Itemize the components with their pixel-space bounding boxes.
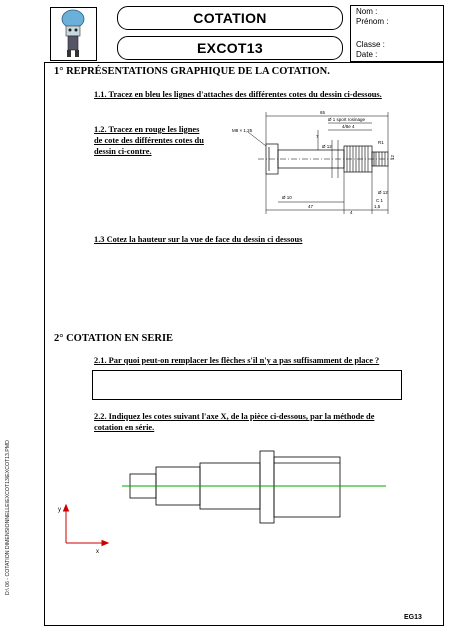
date-label: Date : — [356, 50, 378, 59]
dim-label-6: Ø 12 — [322, 144, 332, 149]
page-number: EG13 — [404, 614, 422, 621]
question-1-3: 1.3 Cotez la hauteur sur la vue de face du dessin ci dessous — [94, 235, 303, 244]
dim-label-10: 4 — [350, 210, 353, 215]
dim-label-9: 47 — [308, 204, 314, 209]
shaft-drawing-2 — [58, 445, 398, 557]
file-path-text: D:\ 06 - COTATION DIMENSIONNELLE\EXCOT13\EXCOT13.PMD — [5, 440, 11, 595]
robot-mascot-logo — [51, 8, 96, 60]
logo-frame — [50, 7, 97, 61]
exercise-code: EXCOT13 — [197, 40, 263, 56]
dim-label-13: C 1 — [376, 198, 384, 203]
dim-label-5: 7 — [316, 134, 319, 139]
question-2-1: 2.1. Par quoi peut-on remplacer les flèches s'il n'y a pas suffisamment de place ? — [94, 356, 380, 365]
title-box — [117, 6, 343, 30]
document-title: COTATION — [193, 10, 267, 26]
dim-label-4: M8 × 1,25 — [232, 128, 253, 133]
section2-heading: 2° COTATION EN SERIE — [54, 333, 174, 344]
classe-label: Classe : — [356, 40, 385, 49]
dim-label-8: 12 — [390, 154, 395, 160]
dim-label-3: 4/8e 4 — [342, 124, 355, 129]
prenom-label: Prénom : — [356, 17, 389, 26]
dim-label-1: 65 — [320, 110, 326, 115]
dim-label-2: Ø 1 sport rosinage — [328, 117, 366, 122]
dim-label-12: R1 — [378, 140, 384, 145]
code-box — [117, 36, 343, 60]
axis-x-label: x — [96, 549, 99, 555]
section1-heading: 1° REPRÉSENTATIONS GRAPHIQUE DE LA COTATION. — [54, 66, 330, 77]
question-2-2: 2.2. Indiquez les cotes suivant l'axe X, de la pièce ci-dessous, par la méthode de cotation en série. — [94, 412, 375, 432]
shaft-drawing-1 — [228, 102, 396, 218]
question-1-1: 1.1. Tracez en bleu les lignes d'attaches des différentes cotes du dessin ci-dessous. — [94, 90, 382, 99]
axis-y-label: y — [58, 507, 61, 513]
dim-label-7: Ø 10 — [282, 195, 292, 200]
dim-label-11: 1,5 — [374, 204, 381, 209]
answer-box-2-1[interactable] — [92, 370, 402, 400]
nom-label: Nom : — [356, 7, 378, 16]
dim-label-14: Ø 12 — [378, 190, 388, 195]
question-1-2: 1.2. Tracez en rouge les lignes de cote des différentes cotes du dessin ci-contre. — [94, 125, 204, 156]
